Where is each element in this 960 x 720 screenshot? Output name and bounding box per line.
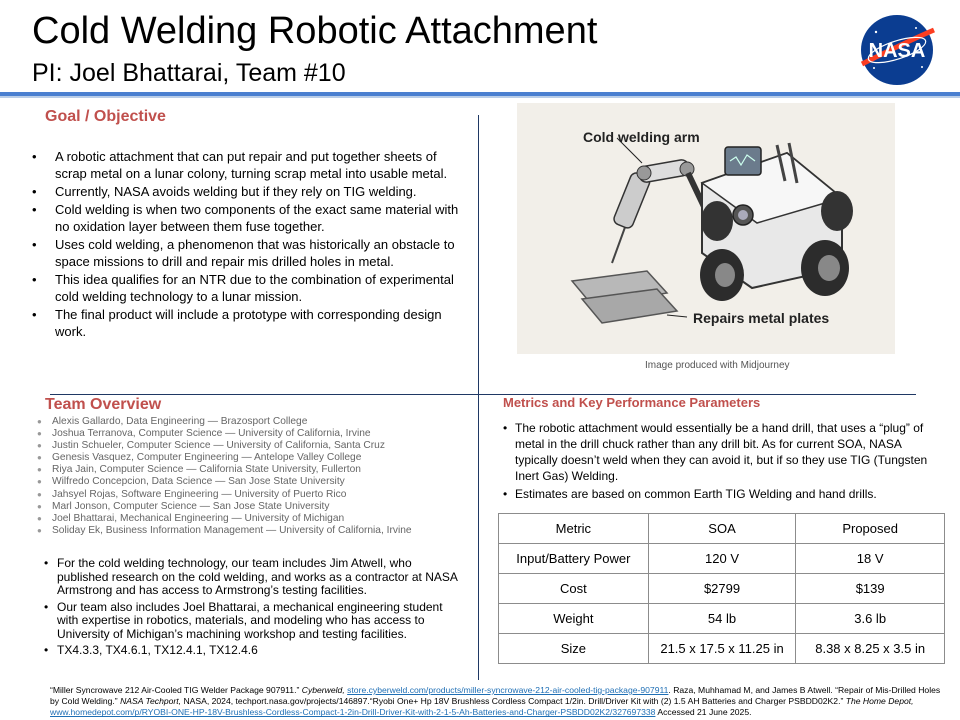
table-cell: Size bbox=[499, 634, 649, 664]
ref2-site: NASA Techport, bbox=[120, 696, 182, 707]
team-member: ● Justin Schueler, Computer Science — University of California, Santa Cruz bbox=[37, 440, 477, 452]
goal-item: • Uses cold welding, a phenomenon that was historically an obstacle to space missions to drill and repair mis drilled holes in metal. bbox=[32, 236, 462, 270]
table-cell: 3.6 lb bbox=[796, 604, 945, 634]
table-cell: Input/Battery Power bbox=[499, 544, 649, 574]
goal-item: • Cold welding is when two components of the exact same material with no oxidation layer between them fuse together. bbox=[32, 201, 462, 235]
table-cell: 8.38 x 8.25 x 3.5 in bbox=[796, 634, 945, 664]
team-member: ● Riya Jain, Computer Science — California State University, Fullerton bbox=[37, 464, 477, 476]
goal-item: • The final product will include a prototype with corresponding design work. bbox=[32, 306, 462, 340]
team-note: • For the cold welding technology, our team includes Jim Atwell, who published research on the cold welding, and works as a contractor at NASA Armstrong and has access to Armstrong’s testing facilities. bbox=[44, 557, 464, 598]
team-member: ● Soliday Ek, Business Information Management — University of California, Irvine bbox=[37, 525, 477, 537]
label-arm: Cold welding arm bbox=[583, 129, 700, 145]
table-cell: 21.5 x 17.5 x 11.25 in bbox=[648, 634, 796, 664]
table-cell: Cost bbox=[499, 574, 649, 604]
ref3-link[interactable]: www.homedepot.com/p/RYOBI-ONE-HP-18V-Brushless-Cordless-Compact-1-2in-Drill-Driver-Kit-with-2-1-5-Ah-Batteries-and-Charger-PSBDD02K2/327697338 bbox=[50, 707, 656, 718]
page-subtitle: PI: Joel Bhattarai, Team #10 bbox=[32, 59, 346, 87]
metrics-table bbox=[498, 513, 945, 664]
table-header-cell: SOA bbox=[648, 514, 796, 544]
goal-heading: Goal / Objective bbox=[45, 108, 166, 125]
table-cell: 54 lb bbox=[648, 604, 796, 634]
team-member: ● Wilfredo Concepcion, Data Science — San Jose State University bbox=[37, 476, 477, 488]
ref2-text: . Raza, Muhhamad M, and James B Atwell. “Repair of Mis-Drilled Holes by Cold Welding.” bbox=[50, 685, 941, 707]
table-header-cell: Metric bbox=[499, 514, 649, 544]
table-row bbox=[499, 634, 945, 664]
ref1-text: “Miller Syncrowave 212 Air-Cooled TIG Welder Package 907911.” bbox=[50, 685, 300, 695]
image-caption: Image produced with Midjourney bbox=[645, 360, 790, 371]
metrics-heading: Metrics and Key Performance Parameters bbox=[503, 395, 761, 410]
horizontal-divider bbox=[50, 394, 916, 395]
page-title: Cold Welding Robotic Attachment bbox=[32, 10, 598, 52]
robot-illustration bbox=[517, 103, 895, 354]
team-member: ● Alexis Gallardo, Data Engineering — Brazosport College bbox=[37, 416, 477, 428]
goal-list bbox=[32, 148, 462, 341]
ref3-site: The Home Depot, bbox=[845, 696, 914, 707]
goal-item: • Currently, NASA avoids welding but if they rely on TIG welding. bbox=[32, 183, 462, 200]
team-member: ● Genesis Vasquez, Computer Engineering — Antelope Valley College bbox=[37, 452, 477, 464]
vertical-divider bbox=[478, 115, 479, 680]
team-member: ● Marl Jonson, Computer Science — San Jose State University bbox=[37, 501, 477, 513]
header-divider-shadow bbox=[0, 96, 960, 98]
table-row bbox=[499, 574, 945, 604]
ref2-detail: NASA, 2024, techport.nasa.gov/projects/146897.“Ryobi One+ Hp 18V Brushless Cordless Compact 1/2in. Drill/Driver Kit with (2) 1.5 AH Batteries and Charger PSBDD02K2.” bbox=[183, 696, 844, 707]
team-members-list bbox=[37, 416, 477, 537]
team-notes-list bbox=[44, 557, 464, 661]
robot-rover-image bbox=[517, 103, 895, 354]
ref1-link[interactable]: store.cyberweld.com/products/miller-syncrowave-212-air-cooled-tig-package-907911 bbox=[347, 685, 669, 695]
table-cell: $2799 bbox=[648, 574, 796, 604]
ref3-accessed: Accessed 21 June 2025. bbox=[655, 707, 752, 718]
table-row bbox=[499, 604, 945, 634]
metrics-item: • The robotic attachment would essentially be a hand drill, that uses a “plug” of metal in the drill chuck rather than any drill bit. As for current SOA, NASA typically doesn’t weld when they can avoid it, but if so they use TIG (Tungsten Inert Gas) Welding. bbox=[503, 420, 943, 484]
table-cell: $139 bbox=[796, 574, 945, 604]
ref1-site: Cyberweld, bbox=[301, 685, 345, 695]
goal-item: • This idea qualifies for an NTR due to the combination of experimental cold welding technology to a lunar mission. bbox=[32, 271, 462, 305]
label-plates: Repairs metal plates bbox=[693, 310, 830, 326]
table-cell: Weight bbox=[499, 604, 649, 634]
team-member: ● Joshua Terranova, Computer Science — University of California, Irvine bbox=[37, 428, 477, 440]
nasa-logo-text: NASA bbox=[868, 40, 926, 62]
table-cell: 18 V bbox=[796, 544, 945, 574]
table-header-row bbox=[499, 514, 945, 544]
team-member: ● Jahsyel Rojas, Software Engineering — University of Puerto Rico bbox=[37, 489, 477, 501]
team-note: • TX4.3.3, TX4.6.1, TX12.4.1, TX12.4.6 bbox=[44, 644, 464, 658]
references bbox=[50, 685, 945, 719]
nasa-logo bbox=[856, 12, 938, 88]
table-header-cell: Proposed bbox=[796, 514, 945, 544]
table-row bbox=[499, 544, 945, 574]
metrics-item: • Estimates are based on common Earth TIG Welding and hand drills. bbox=[503, 486, 943, 502]
team-heading: Team Overview bbox=[45, 396, 162, 413]
team-note: • Our team also includes Joel Bhattarai, a mechanical engineering student with expertise in robotics, materials, and modeling who has access to University of Michigan’s machining workshop and testing facilities. bbox=[44, 601, 464, 642]
team-member: ● Joel Bhattarai, Mechanical Engineering — University of Michigan bbox=[37, 513, 477, 525]
table-cell: 120 V bbox=[648, 544, 796, 574]
goal-item: • A robotic attachment that can put repair and put together sheets of scrap metal on a lunar colony, turning scrap metal into usable metal. bbox=[32, 148, 462, 182]
metrics-list bbox=[503, 420, 943, 504]
